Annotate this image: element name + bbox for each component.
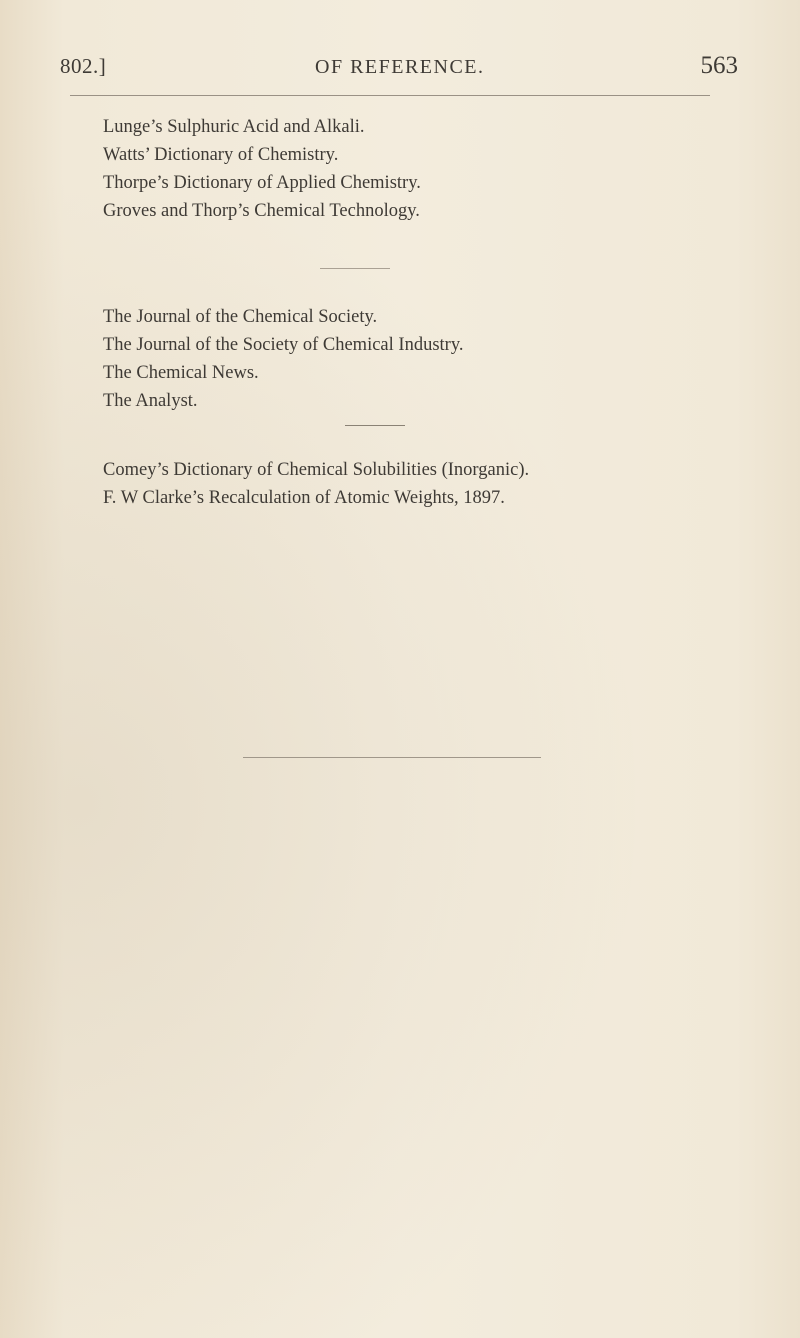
reference-group-dictionaries: [103, 113, 743, 225]
reference-entry: The Journal of the Society of Chemical Industry.: [103, 335, 464, 355]
reference-entry: F. W Clarke’s Recalculation of Atomic Weights, 1897.: [103, 488, 505, 508]
running-head: [60, 52, 738, 92]
reference-entry: Lunge’s Sulphuric Acid and Alkali.: [103, 117, 365, 137]
reference-entry: The Journal of the Chemical Society.: [103, 307, 378, 327]
section-divider: [320, 268, 390, 269]
section-divider: [345, 425, 405, 426]
reference-entry: Groves and Thorp’s Chemical Technology.: [103, 201, 420, 221]
reference-entry: Comey’s Dictionary of Chemical Solubilities (Inorganic).: [103, 460, 530, 480]
reference-entry: The Chemical News.: [103, 363, 259, 383]
reference-entry: Thorpe’s Dictionary of Applied Chemistry.: [103, 173, 421, 193]
page-number: 563: [700, 52, 738, 79]
reference-entry: The Analyst.: [103, 391, 198, 411]
reference-entry: Watts’ Dictionary of Chemistry.: [103, 145, 339, 165]
section-reference: 802.]: [60, 54, 107, 78]
header-rule: [70, 95, 710, 96]
reference-group-journals: [103, 303, 743, 415]
end-rule: [243, 757, 541, 758]
page-title: OF REFERENCE.: [315, 56, 485, 78]
reference-group-tables: [103, 456, 743, 512]
